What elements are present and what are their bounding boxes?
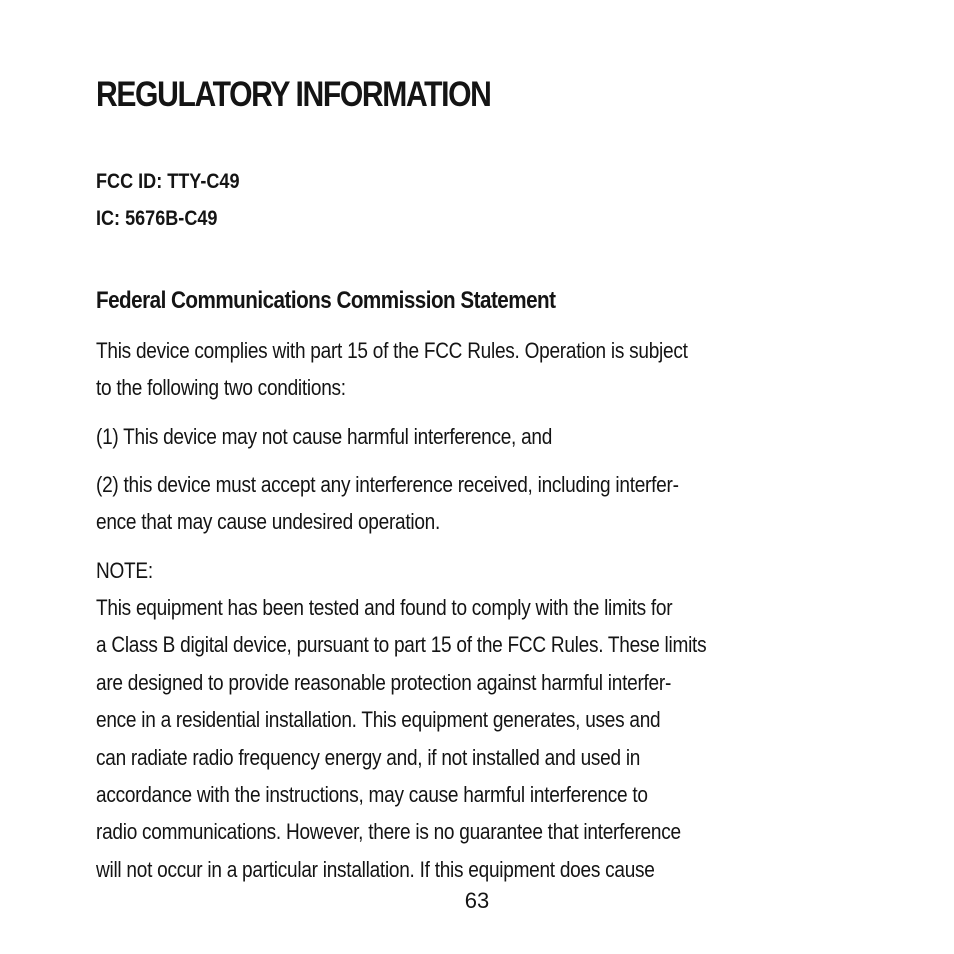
paragraph-line: (1) This device may not cause harmful interference, and <box>96 424 553 449</box>
fcc-id: FCC ID: TTY-C49 <box>96 170 240 193</box>
note-label-text: NOTE: <box>96 558 153 583</box>
paragraph-line: to the following two conditions: <box>96 375 346 401</box>
paragraph-line: radio communications. However, there is no guarantee that interference <box>96 819 681 845</box>
page-number: 63 <box>464 888 490 913</box>
compliance-paragraph <box>96 332 875 407</box>
paragraph-line: can radiate radio frequency energy and, if not installed and used in <box>96 744 641 770</box>
ic-id: IC: 5676B-C49 <box>96 207 218 230</box>
note-label <box>96 552 875 589</box>
document-page <box>96 0 886 954</box>
note-paragraph <box>96 589 875 888</box>
paragraph-line: ence that may cause undesired operation. <box>96 509 441 535</box>
paragraph-line: (2) this device must accept any interference received, including interfer- <box>96 472 679 497</box>
paragraph-line: are designed to provide reasonable protection against harmful interfer- <box>96 669 672 695</box>
paragraph-line: will not occur in a particular installation. If this equipment does cause <box>96 856 655 882</box>
paragraph-line: ence in a residential installation. This equipment generates, uses and <box>96 707 661 733</box>
condition-one <box>96 418 875 455</box>
device-ids <box>96 163 239 237</box>
paragraph-line: This device complies with part 15 of the FCC Rules. Operation is subject <box>96 338 688 363</box>
page-title: REGULATORY INFORMATION <box>96 75 491 114</box>
paragraph-line: a Class B digital device, pursuant to part 15 of the FCC Rules. These limits <box>96 632 707 658</box>
condition-two <box>96 466 875 541</box>
paragraph-line: accordance with the instructions, may cause harmful interference to <box>96 782 648 808</box>
paragraph-line: This equipment has been tested and found to comply with the limits for <box>96 595 673 620</box>
section-heading: Federal Communications Commission Statement <box>96 287 556 314</box>
